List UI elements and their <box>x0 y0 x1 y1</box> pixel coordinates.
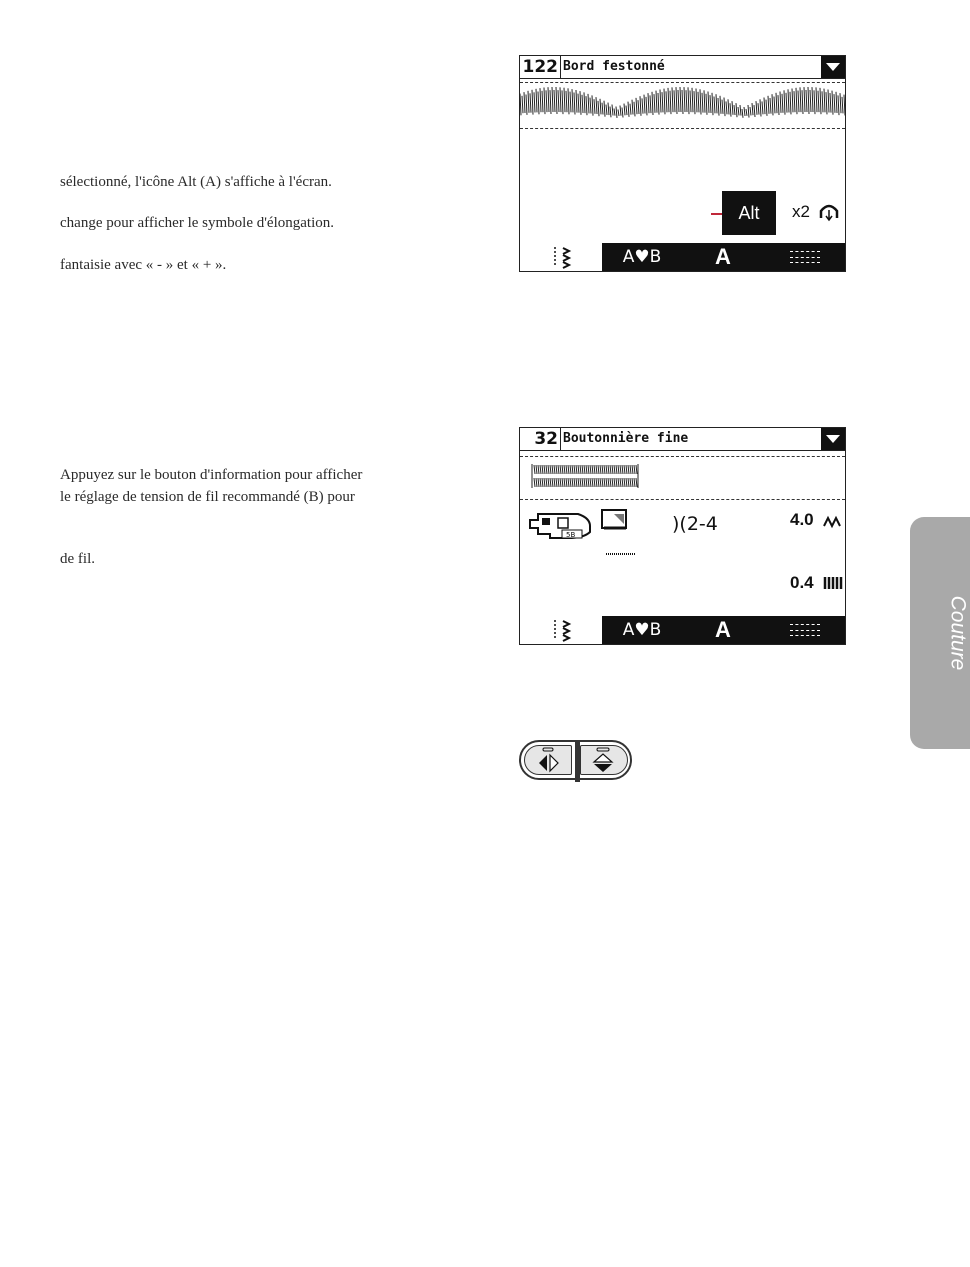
body-text-line: fantaisie avec « - » et « + ». <box>60 257 227 273</box>
divider <box>520 82 845 83</box>
tab-letters-label: A <box>715 244 731 269</box>
title-bar <box>520 428 845 451</box>
tab-bar <box>520 616 845 644</box>
section-label: Couture <box>946 595 970 671</box>
tab-menu[interactable] <box>764 616 845 644</box>
mirror-side-icon <box>525 746 571 774</box>
body-text-line: change pour afficher le symbole d'élongation. <box>60 215 334 231</box>
stitch-width-value: 4.0 <box>790 510 814 529</box>
mirror-end-button[interactable] <box>580 745 628 775</box>
tab-letters-label: A <box>715 617 731 642</box>
alt-icon[interactable]: Alt <box>722 191 776 235</box>
tab-letters[interactable] <box>682 616 764 644</box>
machine-screen-1 <box>519 55 846 272</box>
menu-list-icon <box>790 251 820 263</box>
stitch-program-icon <box>549 245 573 269</box>
tab-menu[interactable] <box>764 243 845 271</box>
tab-stitch-program[interactable] <box>520 616 601 644</box>
buttonhole-stitch-preview <box>530 462 650 492</box>
tab-mirror[interactable] <box>602 243 682 271</box>
stitch-length-icon <box>823 576 843 590</box>
foot-label: 5B <box>566 531 576 539</box>
stitch-title: Boutonnière fine <box>563 431 689 446</box>
stitch-program-icon <box>549 618 573 642</box>
body-text-line: Appuyez sur le bouton d'information pour afficher <box>60 467 363 483</box>
mirror-end-icon <box>581 746 627 774</box>
divider <box>520 128 845 129</box>
stitch-length-value: 0.4 <box>790 573 814 592</box>
body-text-line: de fil. <box>60 551 95 567</box>
tab-mirror[interactable] <box>602 616 682 644</box>
tab-mirror-label: A♥B <box>622 620 662 640</box>
presser-foot-icon <box>528 508 658 560</box>
repeat-label: x2 <box>792 202 810 221</box>
dropdown-arrow-icon[interactable] <box>821 428 845 450</box>
section-side-tab <box>910 517 970 749</box>
stitch-width-icon <box>823 516 843 528</box>
title-bar <box>520 56 845 79</box>
stitch-number: 32 <box>520 428 561 450</box>
menu-list-icon <box>790 624 820 636</box>
tab-stitch-program[interactable] <box>520 243 601 271</box>
mirror-buttons <box>519 740 632 780</box>
tab-bar <box>520 243 845 271</box>
body-text-line: sélectionné, l'icône Alt (A) s'affiche à l'écran. <box>60 174 332 190</box>
divider <box>520 499 845 500</box>
thread-tension-value: )(2-4 <box>672 513 718 535</box>
tab-letters[interactable] <box>682 243 764 271</box>
needle-stop-icon <box>818 202 840 222</box>
machine-screen-2 <box>519 427 846 645</box>
stitch-number: 122 <box>520 56 561 78</box>
scallop-stitch-preview <box>520 80 845 130</box>
stitch-title: Bord festonné <box>563 59 665 74</box>
mirror-side-button[interactable] <box>524 745 572 775</box>
dropdown-arrow-icon[interactable] <box>821 56 845 78</box>
divider <box>520 456 845 457</box>
tab-mirror-label: A♥B <box>622 247 662 267</box>
body-text-line: le réglage de tension de fil recommandé (B) pour <box>60 489 355 505</box>
